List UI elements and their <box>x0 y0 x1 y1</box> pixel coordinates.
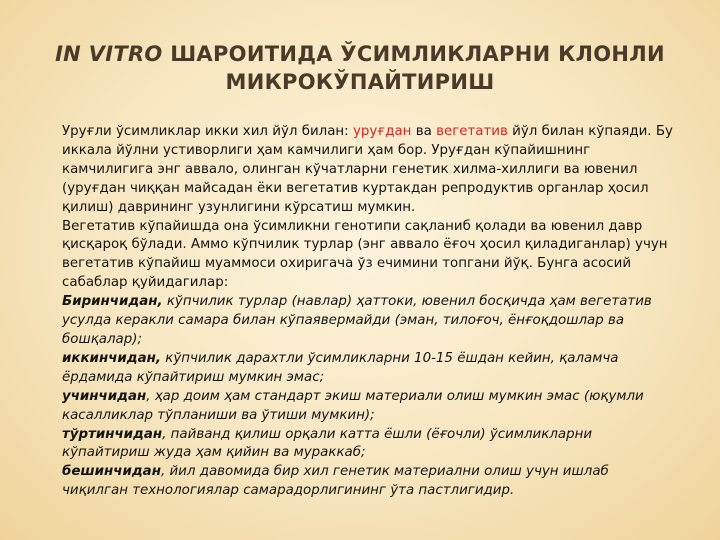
reason-lead: учинчидан <box>62 388 147 404</box>
reason-text: кўпчилик дарахтли ўсимликларни 10-15 ёшдан кейин, қаламча ёрдамида кўпайтириш мумкин эмас; <box>62 350 619 385</box>
reason-item <box>62 293 674 350</box>
second-paragraph: Вегетатив кўпайишда она ўсимликни генотипи сақланиб қолади ва ювенил давр қисқароқ бўлади. Аммо кўпчилик турлар (энг аввало ёғоч ҳосил қиладиганлар) учун вегетатив кўпайиш муаммоси охиригача ўз ечимини топгани йўқ. Бунга асосий сабаблар қуйидагилар: <box>62 218 668 291</box>
slide-body <box>62 123 674 501</box>
reason-lead: тўртинчидан <box>62 426 163 442</box>
reason-item <box>62 350 674 388</box>
intro-text-b: ва <box>411 124 437 139</box>
slide-title <box>20 40 700 96</box>
intro-text-a: Уруғли ўсимликлар икки хил йўл билан: <box>62 124 353 139</box>
title-italic-part: IN VITRO <box>55 42 163 66</box>
highlight-vegetative: вегетатив <box>436 124 508 139</box>
intro-paragraph <box>62 123 674 218</box>
reason-lead: Биринчидан, <box>62 294 163 310</box>
intro-text-c: йўл билан кўпаяди. Бу иккала йўлни устиворлиги ҳам камчилиги ҳам бор. Уруғдан кўпайишнинг камчилигига энг аввало, олинган кўчатларни генетик хилма-хиллиги ва ювенил (уруғдан чиққан майсадан ёки вегетатив куртакдан репродуктив органлар ҳосил қилиш) даврининг узунлигини кўрсатиш мумкин. <box>62 124 673 215</box>
reason-text: , йил давомида бир хил генетик материални олиш учун ишлаб чиқилган технологиялар самарадорлигининг ўта пастлигидир. <box>62 464 609 499</box>
reason-text: , пайванд қилиш орқали катта ёшли (ёғочли) ўсимликларни кўпайтириш жуда ҳам қийин ва мураккаб; <box>62 426 593 461</box>
reason-item <box>62 388 674 426</box>
reason-lead: иккинчидан, <box>62 350 161 366</box>
reason-lead: бешинчидан <box>62 464 161 480</box>
reason-text: , ҳар доим ҳам стандарт экиш материали олиш мумкин эмас (юқумли касалликлар тўпланиши ва ўтиши мумкин); <box>62 388 644 423</box>
highlight-seed: уруғдан <box>352 124 412 139</box>
reason-text: кўпчилик турлар (навлар) ҳаттоки, ювенил босқичда ҳам вегетатив усулда керакли самара билан кўпаявермайди (эман, тилоғоч, ёнғоқдошлар ва бошқалар); <box>62 294 652 347</box>
reason-item <box>62 426 674 464</box>
title-main-part: ШАРОИТИДА ЎСИМЛИКЛАРНИ КЛОНЛИ МИКРОКЎПАЙТИРИШ <box>162 42 665 94</box>
reason-item <box>62 463 674 501</box>
